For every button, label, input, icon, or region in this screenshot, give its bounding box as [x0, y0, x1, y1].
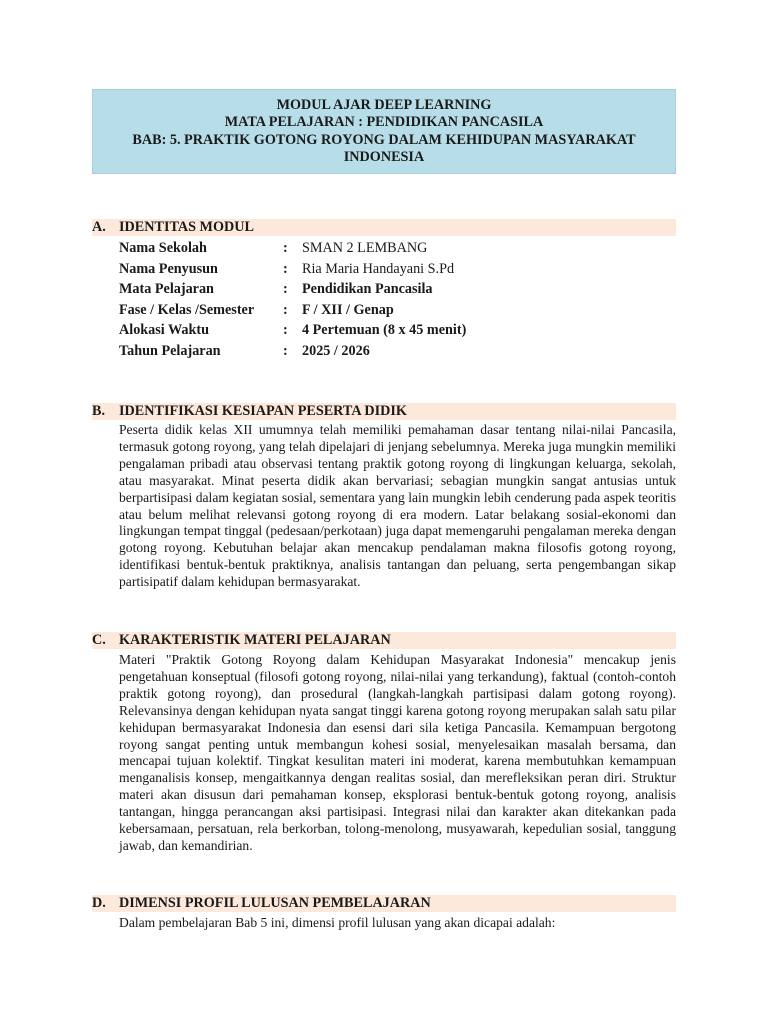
identitas-value: Ria Maria Handayani S.Pd: [302, 260, 455, 277]
section-b-body: Peserta didik kelas XII umumnya telah memiliki pemahaman dasar tentang nilai-nilai Pancasila, termasuk gotong royong, yang telah dipelajari di jenjang sebelumnya. Mereka juga mungkin memiliki pengalaman pribadi atau observasi tentang praktik gotong royong di lingkungan keluarga, sekolah, atau masyarakat. Minat peserta didik akan bervariasi; sebagian mungkin sangat antusias untuk berpartisipasi dalam kegiatan sosial, sementara yang lain mungkin lebih cenderung pada aspek teoritis atau belum melihat relevansi gotong royong di era modern. Latar belakang sosial-ekonomi dan lingkungan tempat tinggal (pedesaan/perkotaan) juga dapat memengaruhi pengalaman mereka dengan gotong royong. Kebutuhan belajar akan mencakup pendalaman makna filosofis gotong royong, identifikasi bentuk-bentuk praktiknya, analisis tantangan dan peluang, serta pengembangan sikap partisipatif dalam kehidupan bermasyarakat.: [119, 422, 676, 590]
identitas-colon: :: [283, 281, 288, 298]
header-title: MODUL AJAR DEEP LEARNING: [276, 96, 492, 113]
identitas-colon: :: [283, 342, 288, 359]
section-c-letter: C.: [92, 632, 106, 648]
identitas-value: 4 Pertemuan (8 x 45 menit): [302, 322, 467, 339]
identitas-value: SMAN 2 LEMBANG: [302, 240, 428, 256]
identitas-colon: :: [283, 301, 288, 318]
section-d-body: Dalam pembelajaran Bab 5 ini, dimensi profil lulusan yang akan dicapai adalah:: [119, 915, 556, 930]
identitas-value: 2025 / 2026: [302, 342, 370, 359]
section-b-heading: [92, 403, 676, 420]
section-c-body: Materi "Praktik Gotong Royong dalam Kehidupan Masyarakat Indonesia" mencakup jenis pengetahuan konseptual (filosofi gotong royong, nilai-nilai yang terkandung), faktual (contoh-contoh praktik gotong royong), dan prosedural (langkah-langkah partisipasi dalam gotong royong). Relevansinya dengan kehidupan nyata sangat tinggi karena gotong royong merupakan salah satu pilar kehidupan bermasyarakat Indonesia dan esensi dari sila ketiga Pancasila. Kemampuan bergotong royong sangat penting untuk membangun kohesi sosial, menyelesaikan masalah bersama, dan mencapai tujuan kolektif. Tingkat kesulitan materi ini moderat, karena membutuhkan kemampuan menganalisis konsep, mengaitkannya dengan realitas sosial, dan merefleksikan peran diri. Struktur materi akan disusun dari pemahaman konsep, eksplorasi bentuk-bentuk gotong royong, analisis tantangan, hingga perancangan aksi partisipasi. Integrasi nilai dan karakter akan ditekankan pada kebersamaan, persatuan, rela berkorban, tolong-menolong, musyawarah, kepedulian sosial, tanggung jawab, dan kemandirian.: [119, 652, 676, 853]
header-chapter: BAB: 5. PRAKTIK GOTONG ROYONG DALAM KEHIDUPAN MASYARAKAT INDONESIA: [132, 131, 636, 165]
section-b-title: IDENTIFIKASI KESIAPAN PESERTA DIDIK: [119, 403, 407, 419]
identitas-label: Alokasi Waktu: [119, 322, 210, 339]
section-a-letter: A.: [92, 219, 106, 235]
identitas-value: Pendidikan Pancasila: [302, 281, 433, 298]
section-b-letter: B.: [92, 403, 106, 419]
identitas-label: Mata Pelajaran: [119, 281, 214, 298]
section-a-title: IDENTITAS MODUL: [119, 219, 254, 235]
identitas-label: Nama Sekolah: [119, 240, 207, 256]
section-d-title: DIMENSI PROFIL LULUSAN PEMBELAJARAN: [119, 895, 431, 911]
identitas-colon: :: [283, 322, 288, 339]
section-c-heading: [92, 632, 676, 649]
identitas-value: F / XII / Genap: [302, 301, 394, 318]
identitas-colon: :: [283, 260, 288, 277]
section-c-title: KARAKTERISTIK MATERI PELAJARAN: [119, 632, 391, 648]
section-d-heading: [92, 895, 676, 912]
identitas-label: Tahun Pelajaran: [119, 342, 221, 359]
section-d-letter: D.: [92, 895, 106, 911]
identitas-label: Nama Penyusun: [119, 260, 218, 277]
identitas-colon: :: [283, 240, 288, 256]
section-a-heading: [92, 219, 676, 236]
identitas-label: Fase / Kelas /Semester: [119, 301, 255, 318]
document-header: [92, 89, 676, 174]
header-subject: MATA PELAJARAN : PENDIDIKAN PANCASILA: [224, 114, 544, 130]
